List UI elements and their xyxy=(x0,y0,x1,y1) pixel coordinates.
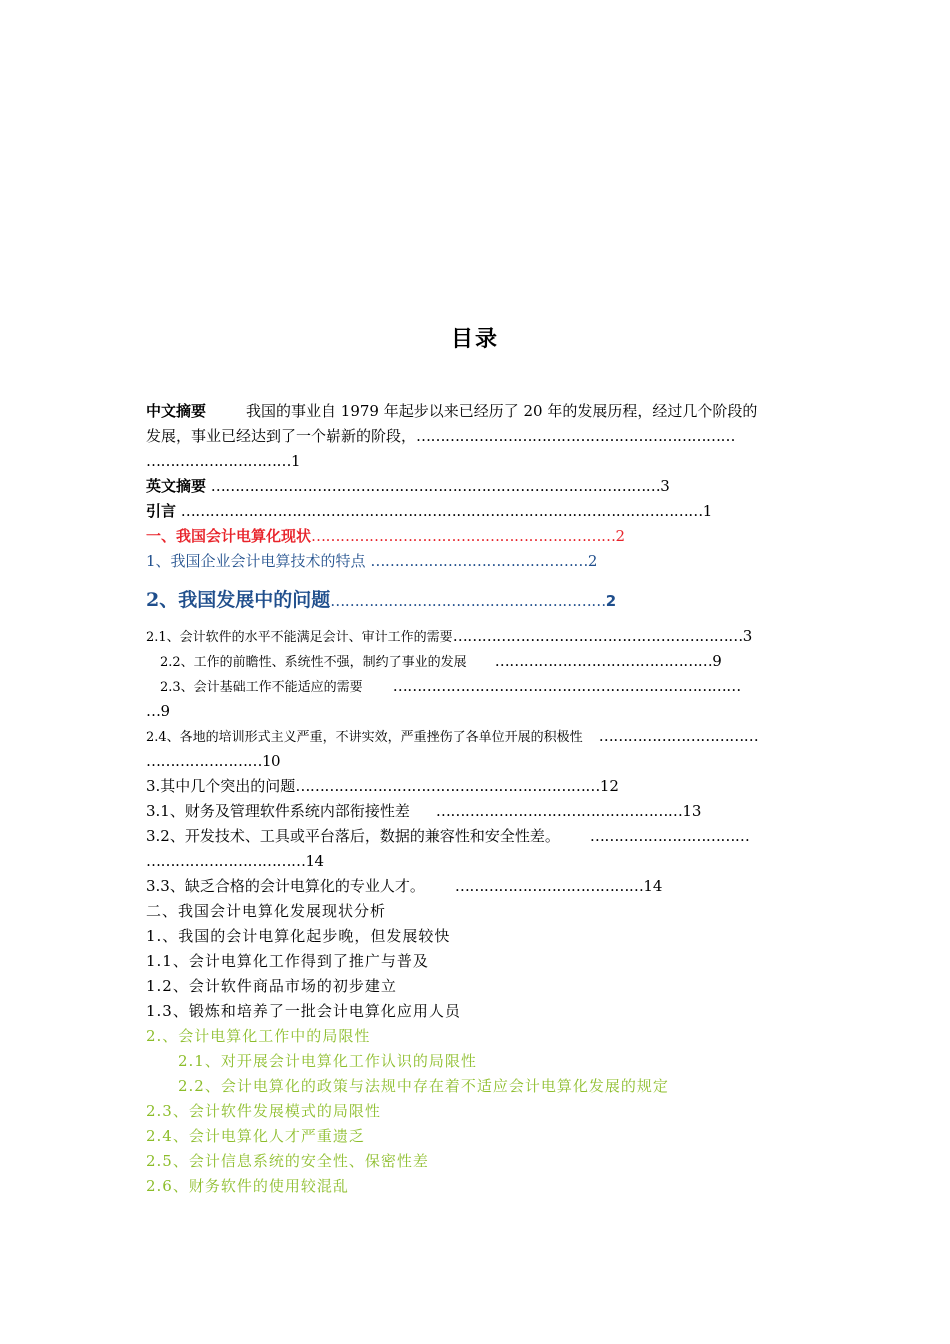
toc-page-number: …9 xyxy=(146,702,170,720)
toc-leader-dots: ……………………………………………………………… xyxy=(392,677,741,695)
toc-page-number: 2 xyxy=(587,552,598,570)
toc-leader-dots: ………………………………… xyxy=(454,877,644,895)
toc-entry-text: 1、我国企业会计电算技术的特点 xyxy=(146,552,366,570)
toc-entry-text: 英文摘要 xyxy=(146,477,207,495)
toc-entry-2-4[interactable] xyxy=(146,726,758,748)
toc-entry-section-1[interactable] xyxy=(146,526,625,546)
outline-item: 1.2、会计软件商品市场的初步建立 xyxy=(146,977,397,995)
toc-entry-2-4-cont xyxy=(146,751,280,771)
toc-entry-3-2[interactable] xyxy=(146,826,749,846)
toc-leader-dots: ……………………………………… xyxy=(370,552,588,570)
toc-abstract-cn-line2 xyxy=(146,426,735,446)
toc-leader-dots: …………………………………………………… xyxy=(452,627,743,645)
outline-item: 2.6、财务软件的使用较混乱 xyxy=(146,1177,349,1195)
outline-item: 1.3、锻炼和培养了一批会计电算化应用人员 xyxy=(146,1002,461,1020)
toc-page-number: 2 xyxy=(605,592,617,610)
toc-entry-2-2[interactable] xyxy=(160,651,722,673)
abstract-cn-page: …………………………1 xyxy=(146,452,301,470)
abstract-cn-dots: ………………………………………………………… xyxy=(416,427,736,445)
toc-entry-text: 引言 xyxy=(146,502,177,520)
toc-leader-dots: ……………………………………………………… xyxy=(295,777,600,795)
toc-entry-text: 一、我国会计电算化现状 xyxy=(146,527,312,545)
toc-page-number: 1 xyxy=(702,502,713,520)
toc-entry-text: 3.1、财务及管理软件系统内部衔接性差 xyxy=(146,802,410,820)
toc-page-number: 14 xyxy=(643,877,663,895)
toc-entry-text: 2、我国发展中的问题 xyxy=(146,589,331,611)
toc-entry-text: 3.其中几个突出的问题 xyxy=(146,777,296,795)
toc-leader-dots: ……………………………………… xyxy=(494,652,713,670)
toc-entry-text: 2.1、会计软件的水平不能满足会计、审计工作的需要 xyxy=(146,630,453,645)
toc-entry-3[interactable] xyxy=(146,776,619,796)
toc-leader-dots: ……………………………………………………… xyxy=(311,527,616,545)
toc-page-number: ……………………………14 xyxy=(146,852,324,870)
outline-item: 2.5、会计信息系统的安全性、保密性差 xyxy=(146,1152,429,1170)
toc-abstract-cn-line3 xyxy=(146,451,300,471)
toc-page-number: 9 xyxy=(712,652,722,670)
toc-leader-dots: ……………………………………………………………………………………………… xyxy=(180,502,703,520)
toc-page-number: 3 xyxy=(742,627,753,645)
toc-entry-1[interactable] xyxy=(146,551,597,571)
outline-item: 2.2、会计电算化的政策与法规中存在着不适应会计电算化发展的规定 xyxy=(178,1077,669,1095)
toc-page-number: 12 xyxy=(599,777,619,795)
abstract-cn-text1: 我国的事业自 1979 年起步以来已经历了 20 年的发展历程，经过几个阶段的 xyxy=(246,402,758,420)
toc-entry-2-3-cont xyxy=(146,701,170,721)
outline-item: 1.1、会计电算化工作得到了推广与普及 xyxy=(146,952,429,970)
toc-entry-text: 3.3、缺乏合格的会计电算化的专业人才。 xyxy=(146,877,425,895)
toc-page-number: 3 xyxy=(660,477,670,495)
toc-leader-dots: …………………………… xyxy=(589,827,750,845)
toc-entry-introduction[interactable] xyxy=(146,501,712,521)
toc-leader-dots: …………………………… xyxy=(598,727,759,745)
toc-entry-3-2-cont xyxy=(146,851,324,871)
toc-entry-2-1[interactable] xyxy=(146,626,752,648)
toc-entry-text: 2.3、会计基础工作不能适应的需要 xyxy=(160,680,363,695)
outline-item: 二、我国会计电算化发展现状分析 xyxy=(146,902,387,920)
abstract-cn-label: 中文摘要 xyxy=(146,402,207,420)
toc-leader-dots: …………………………………………… xyxy=(435,802,683,820)
abstract-cn-text2: 发展，事业已经达到了一个崭新的阶段， xyxy=(146,427,417,445)
toc-leader-dots: ………………………………………………………………………………… xyxy=(210,477,661,495)
toc-entry-3-1[interactable] xyxy=(146,801,701,821)
toc-page-number: 2 xyxy=(615,527,626,545)
toc-abstract-cn-line1 xyxy=(146,401,757,421)
toc-entry-text: 2.4、各地的培训形式主义严重，不讲实效，严重挫伤了各单位开展的积极性 xyxy=(146,730,583,745)
page-title: 目录 xyxy=(450,327,499,352)
toc-entry-text: 2.2、工作的前瞻性、系统性不强，制约了事业的发展 xyxy=(160,655,467,670)
toc-entry-text: 3.2、开发技术、工具或平台落后，数据的兼容性和安全性差。 xyxy=(146,827,560,845)
outline-item: 2.3、会计软件发展模式的局限性 xyxy=(146,1102,381,1120)
outline-item: 2.1、对开展会计电算化工作认识的局限性 xyxy=(178,1052,477,1070)
toc-leader-dots: ………………………………………………… xyxy=(330,592,606,610)
toc-entry-2[interactable] xyxy=(146,588,616,613)
toc-entry-english-abstract[interactable] xyxy=(146,476,670,496)
toc-page-number: 13 xyxy=(682,802,702,820)
outline-item: 1.、我国的会计电算化起步晚，但发展较快 xyxy=(146,927,451,945)
outline-item: 2.4、会计电算化人才严重遗乏 xyxy=(146,1127,365,1145)
toc-entry-3-3[interactable] xyxy=(146,876,662,896)
toc-entry-2-3[interactable] xyxy=(160,676,741,698)
toc-page-number: ……………………10 xyxy=(146,752,281,770)
outline-item: 2.、会计电算化工作中的局限性 xyxy=(146,1027,371,1045)
